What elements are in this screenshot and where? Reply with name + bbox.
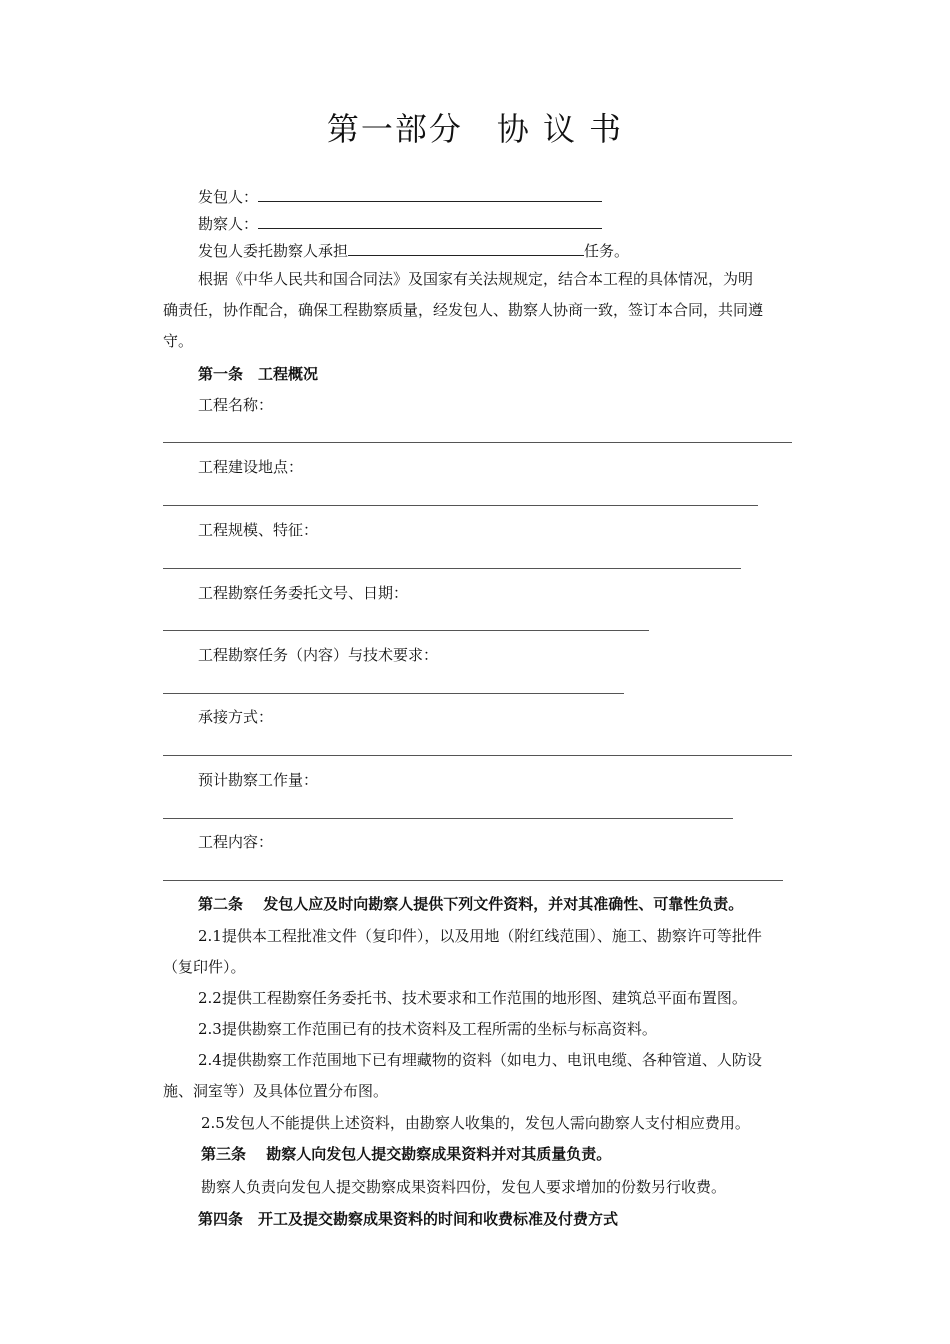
- employer-line: [198, 186, 602, 207]
- field-project-content: 工程内容：: [198, 833, 274, 851]
- article-2-item-1-line-1: 2.1提供本工程批准文件（复印件），以及用地（附红线范围）、施工、勘察许可等批件: [198, 927, 762, 945]
- article-3-heading: 第三条 勘察人向发包人提交勘察成果资料并对其质量负责。: [201, 1145, 612, 1163]
- surveyor-label: 勘察人：: [198, 215, 259, 233]
- field-project-name-rule[interactable]: [163, 442, 792, 443]
- field-construction-site: 工程建设地点：: [198, 458, 304, 476]
- field-scale-features: 工程规模、特征：: [198, 521, 319, 539]
- page-title: 第一部分 协 议 书: [326, 110, 624, 148]
- commission-line: [198, 240, 629, 261]
- article-2-item-4-line-2: 施、洞室等）及具体位置分布图。: [163, 1082, 389, 1100]
- commission-blank[interactable]: [348, 240, 584, 256]
- field-commission-doc-rule[interactable]: [163, 630, 649, 631]
- field-construction-site-rule[interactable]: [163, 505, 758, 506]
- field-survey-tasks-rule[interactable]: [163, 693, 624, 694]
- surveyor-line: [198, 213, 602, 234]
- preamble-line-3: 守。: [163, 332, 194, 350]
- article-2-item-3: 2.3提供勘察工作范围已有的技术资料及工程所需的坐标与标高资料。: [198, 1020, 657, 1038]
- preamble-line-1: 根据《中华人民共和国合同法》及国家有关法规规定，结合本工程的具体情况，为明: [198, 270, 754, 288]
- article-2-item-5: 2.5发包人不能提供上述资料，由勘察人收集的，发包人需向勘察人支付相应费用。: [201, 1114, 750, 1132]
- article-2-item-4-line-1: 2.4提供勘察工作范围地下已有埋藏物的资料（如电力、电讯电缆、各种管道、人防设: [198, 1051, 762, 1069]
- article-2-item-1-line-2: （复印件）。: [163, 958, 246, 976]
- field-commission-doc: 工程勘察任务委托文号、日期：: [198, 584, 409, 602]
- article-2-heading: 第二条 发包人应及时向勘察人提供下列文件资料，并对其准确性、可靠性负责。: [198, 895, 744, 913]
- field-scale-features-rule[interactable]: [163, 568, 741, 569]
- field-project-content-rule[interactable]: [163, 880, 783, 881]
- commission-prefix: 发包人委托勘察人承担: [198, 242, 349, 260]
- preamble-line-2: 确责任，协作配合，确保工程勘察质量，经发包人、勘察人协商一致，签订本合同，共同遵: [163, 301, 764, 319]
- article-2-item-2: 2.2提供工程勘察任务委托书、技术要求和工作范围的地形图、建筑总平面布置图。: [198, 989, 747, 1007]
- field-workload-rule[interactable]: [163, 818, 733, 819]
- employer-label: 发包人：: [198, 188, 259, 206]
- article-4-heading: 第四条 开工及提交勘察成果资料的时间和收费标准及付费方式: [198, 1210, 619, 1228]
- field-contract-method-rule[interactable]: [163, 755, 792, 756]
- field-workload: 预计勘察工作量：: [198, 771, 319, 789]
- surveyor-blank[interactable]: [258, 213, 602, 229]
- article-1-heading: 第一条 工程概况: [198, 365, 319, 383]
- field-survey-tasks: 工程勘察任务（内容）与技术要求：: [198, 646, 439, 664]
- field-project-name: 工程名称：: [198, 396, 274, 414]
- commission-suffix: 任务。: [584, 242, 630, 260]
- employer-blank[interactable]: [258, 186, 602, 202]
- field-contract-method: 承接方式：: [198, 708, 274, 726]
- article-3-body: 勘察人负责向发包人提交勘察成果资料四份，发包人要求增加的份数另行收费。: [201, 1178, 727, 1196]
